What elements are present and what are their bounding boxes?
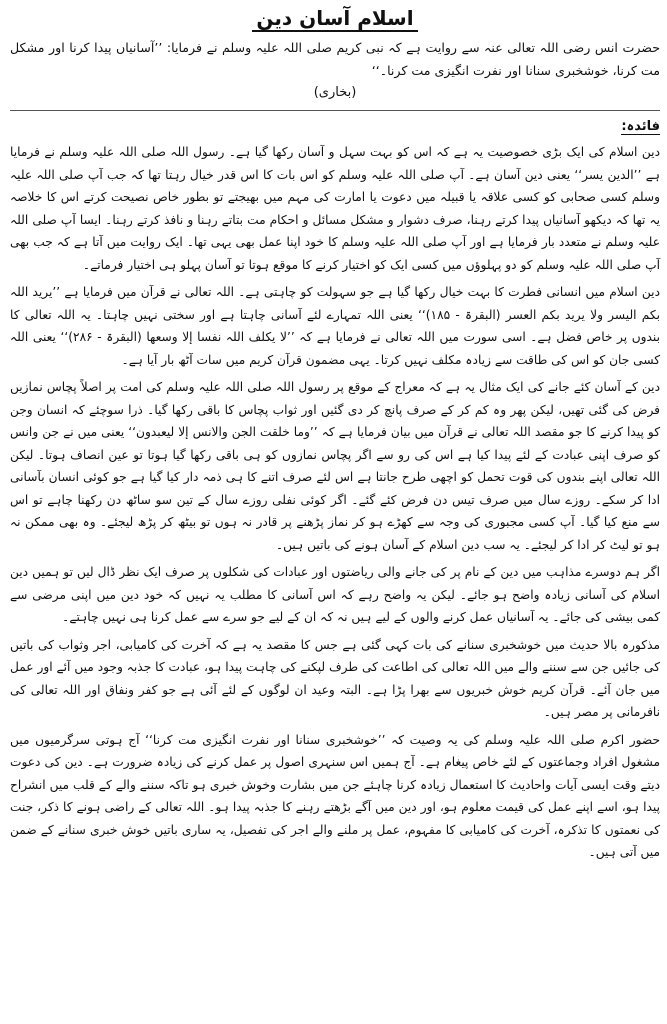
paragraph-1: دین اسلام کی ایک بڑی خصوصیت یہ ہے کہ اس کو بہت سہل و آسان رکھا گیا ہے۔ رسول اللہ صلی اللہ علیہ وسلم نے فرمایا ہے ’’الدین یسر‘‘ یعنی دین آسان ہے۔ آپ صلی اللہ علیہ وسلم کو اس بات کا اس قدر خیال رہتا تھا کہ جب آپ صلی اللہ علیہ وسلم کسی صحابی کو کسی علاقہ یا قبیلہ میں دعوت یا امارت کی مہم میں بھیجتے تو بطور خاص نصیحت کرتے اس کا خلاصہ یہ تھا کہ دیکھو آسانیاں پیدا کرتے رہنا، صرف دشوار و مشکل مسائل و احکام مت بتاتے رہنا و نافذ کرتے رہنا۔ ایسا آپ صلی اللہ علیہ وسلم نے متعدد بار فرمایا ہے اور آپ صلی اللہ علیہ وسلم کا خود اپنا عمل بھی یہی تھا۔ ایک روایت میں آتا ہے کہ جب بھی آپ صلی اللہ علیہ وسلم کو دو پہلوؤں میں کسی ایک کو اختیار کرنے کا موقع ہوتا تو آسان پہلو ہی اختیار فرماتے۔ (10, 145, 660, 272)
article-title (10, 6, 660, 30)
paragraph-3: دین کے آسان کئے جانے کی ایک مثال یہ ہے کہ معراج کے موقع پر رسول اللہ صلی اللہ علیہ وسلم کی امت پر اصلاً پچاس نمازیں فرض کی گئی تھیں، لیکن پھر وہ کم کر کے صرف پانچ کر دی گئیں اور ثواب پچاس کا باقی رکھا گیا۔ ذرا سوچئے کہ انسان وجن کو پیدا کرنے کا جو مقصد اللہ تعالی نے قرآن میں بیان فرمایا ہے کہ ’’وما خلقت الجن والانس إلا لیعبدون‘‘ یعنی میں نے جن وانس کو صرف اپنی عبادت کے لئے پیدا کیا ہے اس کی رو سے اگر پچاس نمازوں کو ہی باقی رکھا گیا ہوتا تو عین انصاف ہوتا۔ لیکن اللہ تعالی اپنے بندوں کی قوت تحمل کو اچھی طرح جانتا ہے اس لئے صرف اتنے کا ہی ذمہ دار کیا گیا ہے جو کوئی انسان بآسانی ادا کر سکے۔ روزے سال میں صرف تیس دن فرض کئے گئے۔ اگر کوئی نفلی روزے سال کے تین سو ساٹھ دن رکھنا چاہے تو اس سے منع کیا گیا۔ آپ کسی مجبوری کی وجہ سے کھڑے ہو کر نماز پڑھنے پر قادر نہ ہوں تو بیٹھ کر پڑھ لیجئے۔ وہ بھی ممکن نہ ہو تو لیٹ کر ادا کر لیجئے۔ یہ سب دین اسلام کے آسان ہونے کی باتیں ہیں۔ (10, 380, 660, 552)
section-divider (10, 110, 660, 111)
section-heading (10, 117, 660, 137)
paragraph-6: حضور اکرم صلی اللہ علیہ وسلم کی یہ وصیت کہ ’’خوشخبری سنانا اور نفرت انگیزی مت کرنا‘‘ آج ہوتی سرگرمیوں میں مشغول افراد وجماعتوں کے لئے خاص پیغام ہے۔ آج ہمیں اس سنہری اصول پر عمل کرنے کی زیادہ ضرورت ہے۔ دین کی دعوت دیتے وقت ایسی آیات واحادیث کا استعمال زیادہ کرنا چاہئے جن میں بشارت وخوش خبری ہو تاکہ سننے والے کے قلب میں انشراح پیدا ہو، اسے اپنے عمل کی قیمت معلوم ہو، اور دین میں آگے بڑھتے رہنے کا جذبہ پیدا ہو۔ اللہ تعالی کے راضی ہونے کا ذکر، جنت کی نعمتوں کا تذکرہ، آخرت کی کامیابی کا مفہوم، عمل پر ملنے والے اجر کی تفصیل، یہ ساری باتیں خوش خبری سنانے کے ضمن میں آتی ہیں۔ (10, 732, 660, 859)
article-title-text: اسلام آسان دین (252, 6, 417, 32)
paragraph-2: دین اسلام میں انسانی فطرت کا بہت خیال رکھا گیا ہے جو سہولت کو چاہتی ہے۔ اللہ تعالی نے قرآن میں فرمایا ہے ’’یرید اللہ بکم الیسر ولا یرید بکم العسر (البقرۃ - ۱۸۵)‘‘ یعنی اللہ تمہارے لئے آسانی چاہتا ہے اور سختی نہیں چاہتا۔ یہ اللہ تعالی کا بندوں پر خاص فضل ہے۔ اسی سورت میں اللہ تعالی نے فرمایا ہے کہ ’’لا یکلف اللہ نفسا إلا وسعھا (البقرۃ - ۲۸۶)‘‘ یعنی اللہ کسی جان کو اس کی طاقت سے زیادہ مکلف نہیں کرتا۔ یہی مضمون قرآن کریم میں سات آٹھ بار آیا ہے۔ (10, 285, 660, 367)
paragraph-4: اگر ہم دوسرے مذاہب میں دین کے نام پر کی جانے والی ریاضتوں اور عبادات کی شکلوں پر صرف ایک نظر ڈال لیں تو ہمیں دین اسلام کی آسانی زیادہ واضح ہو جائے۔ لیکن یہ واضح رہے کہ اس آسانی کا مطلب یہ نہیں کہ خود دین میں اپنی مرضی سے کمی بیشی کی جائے۔ یہ آسانیاں عمل کرنے والوں کے لیے ہیں نہ کہ ان کے لیے جو سرے سے عمل کرنا ہی نہیں چاہتے۔ (10, 565, 660, 624)
hadith-text: حضرت انس رضی اللہ تعالی عنہ سے روایت ہے کہ نبی کریم صلی اللہ علیہ وسلم نے فرمایا: ’’آسانیاں پیدا کرنا اور مشکل مت کرنا، خوشخبری سنانا اور نفرت انگیزی مت کرنا۔‘‘ (10, 40, 660, 78)
section-heading-text: فائدہ: (621, 119, 660, 134)
article (10, 6, 660, 869)
paragraph-5: مذکورہ بالا حدیث میں خوشخبری سنانے کی بات کہی گئی ہے جس کا مقصد یہ ہے کہ آخرت کی کامیابی، اجر وثواب کی باتیں کی جائیں جن سے سننے والے میں اللہ تعالی کی اطاعت کی طرف لپکنے کی چاہت پیدا ہو، عبادت کا جذبہ وجود میں آئے اور عمل میں جان آئے۔ قرآن کریم خوش خبریوں سے بھرا پڑا ہے۔ البتہ وعید ان لوگوں کے لئے آئی ہے جو کفر ونفاق اور اللہ تعالی کی نافرمانی پر مصر ہیں۔ (10, 637, 660, 719)
hadith-reference: (بخاری) (313, 85, 357, 100)
